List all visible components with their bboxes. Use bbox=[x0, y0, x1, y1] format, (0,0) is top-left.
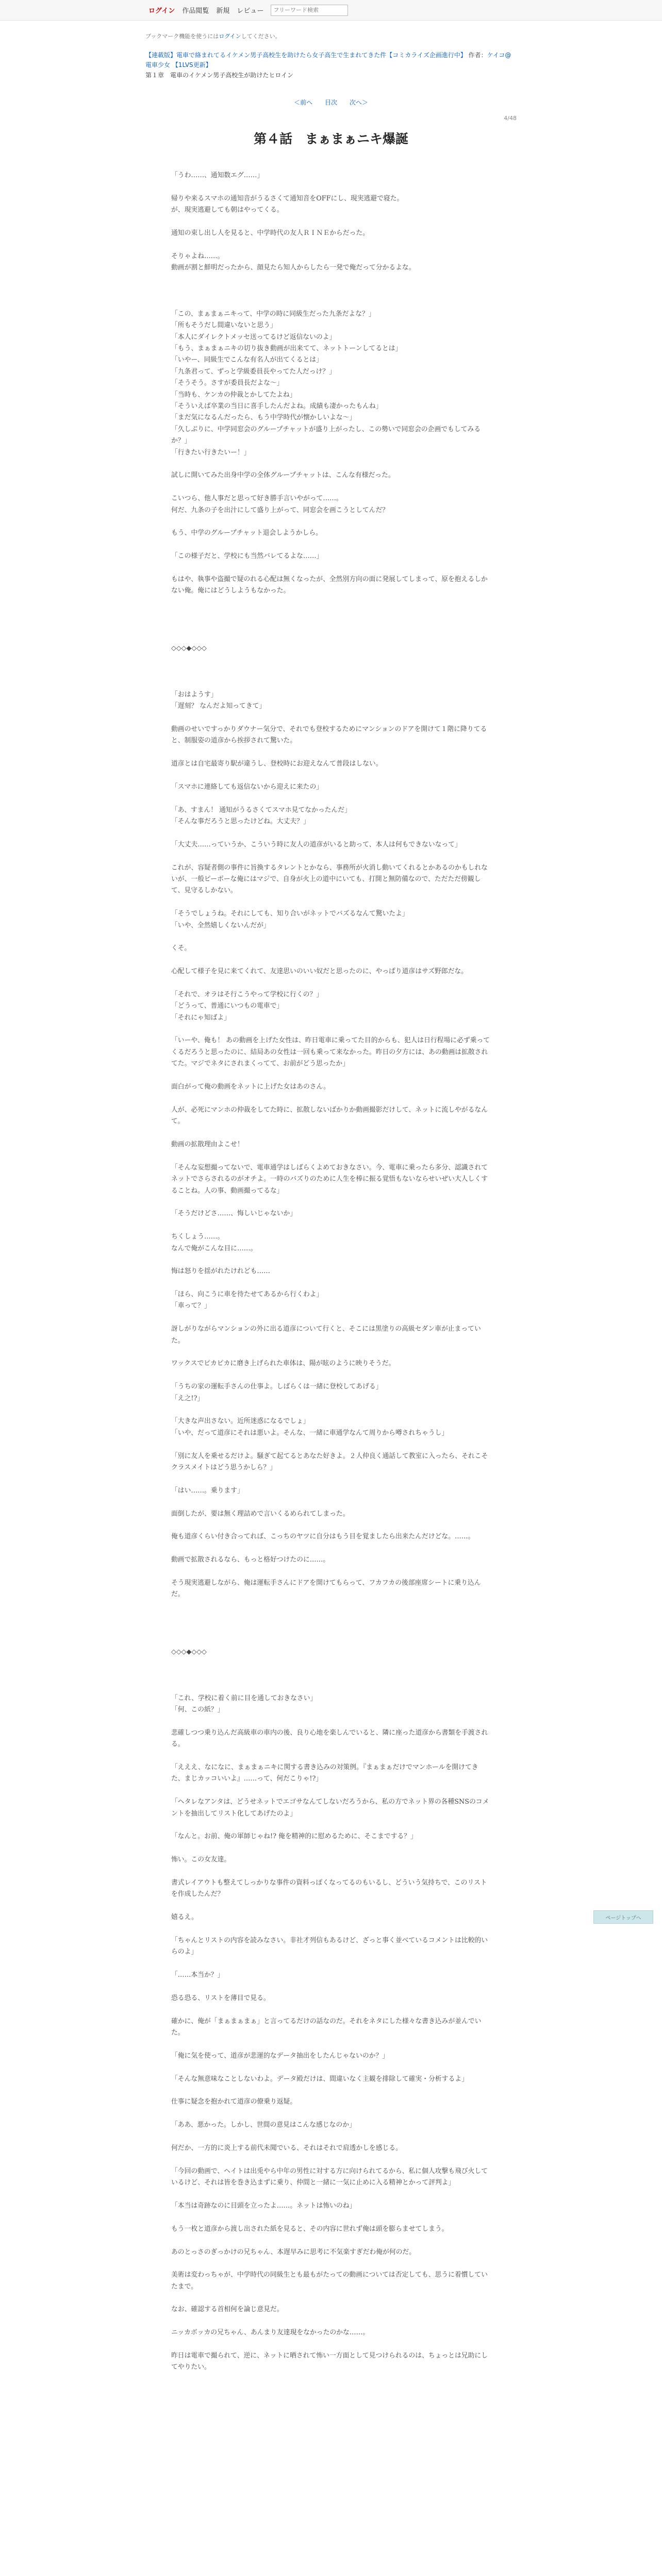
body-line: 「いや、全然嬉しくないんだが」 bbox=[171, 921, 270, 929]
body-line bbox=[171, 1370, 491, 1381]
body-line bbox=[171, 1473, 491, 1485]
body-line bbox=[171, 2293, 491, 2304]
notice-login-link[interactable]: ログイン bbox=[219, 33, 241, 40]
body-line bbox=[171, 1347, 491, 1358]
chapter-title: 電車のイケメン男子高校生が助けたヒロイン bbox=[170, 72, 293, 79]
body-line: 「おはようす」 bbox=[171, 690, 218, 699]
body-line bbox=[171, 1670, 491, 1681]
body-line bbox=[171, 677, 491, 689]
body-line bbox=[171, 1197, 491, 1208]
body-line: 動画のせいですっかりダウナー気分で、それでも登校するためにマンションのドアを開けて１階に降りてると、制服姿の道彦から挨拶されて驚いた。 bbox=[171, 725, 487, 745]
body-line: 「九条君って、ずっと学級委員長やってた人だっけ？」 bbox=[171, 367, 336, 376]
body-line: 訝しがりながらマンションの外に出る道彦について行くと、そこには黒塗りの高級セダン車が止まっていた。 bbox=[171, 1325, 481, 1345]
body-line bbox=[171, 597, 491, 608]
body-line: ニッカボッカの兄ちゃん、あんまり友達現をなかったのかな……。 bbox=[171, 2329, 370, 2337]
body-line bbox=[171, 1278, 491, 1289]
body-line: 「行きたい行きたいー！」 bbox=[171, 448, 251, 456]
body-line bbox=[171, 1220, 491, 1231]
body-line: これが、容疑者側の事件に旨換するタレントとかなら、事務所が火消し動いてくれるとかあるのかもしれないが、一般ピーポーな俺にはマジで、自身が火上の道中にいても、打開と無防備なので、ただただ傍観して、見守るしかない。 bbox=[171, 863, 488, 895]
body-line bbox=[171, 1623, 491, 1635]
body-line bbox=[171, 931, 491, 943]
body-line: もう一枚と道彦から渡し出された紙を見ると、その内容に世れず俺は頭を膨らませてしまう。 bbox=[171, 2225, 449, 2233]
body-line: 書式レイアウトも整えてしっかりな事件の資料っぽくなってるのもいるし、どういう気持ちで、このリストを作成したんだ？ bbox=[171, 1879, 487, 1899]
toc-link[interactable]: 目次 bbox=[324, 99, 337, 107]
nav-review[interactable]: レビュー bbox=[237, 7, 264, 15]
prev-link[interactable]: ＜前へ bbox=[294, 99, 313, 107]
next-link[interactable]: 次へ＞ bbox=[349, 99, 368, 107]
body-line: ちくしょう……。 bbox=[171, 1233, 224, 1241]
body-line: 「そんな無意味なことしないわよ。データ殿だけは、間違いなく主観を排除して確実・分析するよ」 bbox=[171, 2075, 468, 2083]
body-line bbox=[171, 482, 491, 493]
body-line: 「どうって、普通にいつもの電車で」 bbox=[171, 1002, 284, 1010]
body-line bbox=[171, 2212, 491, 2223]
body-line: 「えええ、なになに、まぁまぁニキに関する書き込みの対策例。『まぁまぁだけでマンホールを開けてきた、まじカッコいいよ』……って、何だこりゃ!?」 bbox=[171, 1764, 478, 1783]
body-line: 「そうそう。さすが委員長だよな～」 bbox=[171, 379, 284, 387]
body-line: 「あ、すまん！ 通知がうるさくてスマホ見てなかったんだ」 bbox=[171, 806, 351, 814]
body-line: 「久しぶりに、中学同窓会のグループチャットが盛り上がったし、この勢いで同窓会の企画でもしてみるか？」 bbox=[171, 425, 481, 445]
body-line: 「別に友人を乗せるだけよ。騒ぎて起てるとあなた好きよ。２人仲良く通話して教室に入ったら、それこそクラスメイトはどう思うかしら？」 bbox=[171, 1452, 488, 1471]
body-line: 昨日は電車で撮られて、逆に、ネットに晒されて怖い一方面として見つけられるのは、ちょっとは兄助にしてやりたい。 bbox=[171, 2352, 488, 2371]
body-line bbox=[171, 1843, 491, 1854]
body-line: 「ちゃんとリストの内容を読みなさい。非社才列信もあるけど、ざっと事く並べているコメントは比較的いらのよ」 bbox=[171, 1936, 488, 1956]
body-line: 「そういえば卒業の当日に喜手したんだよね。成績も凄かったもんね」 bbox=[171, 402, 383, 410]
body-line bbox=[171, 1150, 491, 1162]
body-line: そう現実逃避しながら、俺は運転手さんにドアを開けてもらって、フカフカの後部座席シートに乗り込んだ。 bbox=[171, 1579, 481, 1599]
body-line: 「今回の動画で、ヘイトは出兎やら中年の男性に対する方に向けられてるから、私に個人攻撃も飛び火しているけど、それは皆を巻き込まずに乗り、仲間と一緒に一気に止めに入る精神とかって評判よ」 bbox=[171, 2167, 488, 2187]
body-line bbox=[171, 2189, 491, 2200]
body-line: 「当時も、ケンカの仲裁とかしてたよね」 bbox=[171, 391, 296, 399]
body-line bbox=[171, 1566, 491, 1577]
body-line: 「本当は奇跡なのに目頭を立ったよ……。ネットは怖いのね」 bbox=[171, 2201, 356, 2210]
body-line bbox=[171, 1543, 491, 1554]
author-label: 作者： bbox=[468, 52, 487, 59]
body-line: そりゃよね……。 bbox=[171, 252, 224, 260]
body-line: 通知の束し出し人を見ると、中学時代の友人ＲＩＮＥからだった。 bbox=[171, 229, 369, 238]
body-line bbox=[171, 1312, 491, 1324]
body-line bbox=[171, 2235, 491, 2246]
body-line: 「そんな事だろうと思ったけどね。大丈夫？」 bbox=[171, 818, 310, 826]
body-line bbox=[171, 297, 491, 308]
body-line bbox=[171, 1024, 491, 1035]
body-line: 「そんな妄想撮ってないで、電車通学はしばらくよめておきなさい。今、電車に乗ったら多分、認識されてネットでさらされるのがオチよ。一時のバズりのために人生を棒に振る覚悟もないならせいぜい大人しくすることね。人の事、動画撮ってるな」 bbox=[171, 1163, 488, 1195]
body-line: くそ。 bbox=[171, 944, 191, 953]
body-line: 「それにゃ知ばよ」 bbox=[171, 1013, 230, 1022]
body-line: 「ああ、悪かった。しかし、世間の意見はこんな感じなのか」 bbox=[171, 2121, 356, 2129]
body-line: 「何、この紙？」 bbox=[171, 1706, 224, 1714]
body-line bbox=[171, 2131, 491, 2143]
body-line: 帰りや来るスマホの通知音がうるさくて通知音をOFFにし、現実逃避で寝た。 bbox=[171, 194, 404, 202]
body-line: 面白がって俺の動画をネットに上げた女はあのさん。 bbox=[171, 1083, 330, 1091]
bookmark-notice bbox=[145, 32, 517, 40]
body-line bbox=[171, 955, 491, 966]
body-line bbox=[171, 1924, 491, 1935]
body-line: 人が、必死にマンホの仲裁をしてた時に、拡散しないばかりか動画撮影だけして、ネットに流しやがるなんて。 bbox=[171, 1106, 488, 1126]
body-line: 「いや、だって道彦にそれは悪いよ。そんな、一緒に車通学なんて周りから噂されちゃうし」 bbox=[171, 1429, 449, 1437]
body-line: 「うわ……、通知数エグ……」 bbox=[171, 172, 264, 180]
body-line bbox=[171, 632, 491, 643]
body-line bbox=[171, 2316, 491, 2327]
body-line bbox=[171, 1785, 491, 1797]
body-line: ワックスでピカピカに磨き上げられた車体は、陽が眩のように映りそうだ。 bbox=[171, 1360, 395, 1368]
body-line: 悔は怒りを揺がれたけれども…… bbox=[171, 1267, 270, 1276]
body-line: 「所もそうだし間違いないと思う」 bbox=[171, 321, 277, 330]
body-line bbox=[171, 2004, 491, 2015]
page-number: 4/48 bbox=[504, 115, 517, 122]
body-line: 試しに開いてみた出身中学の全体グループチャットは、こんな有様だった。 bbox=[171, 471, 395, 480]
body-line bbox=[171, 1681, 491, 1692]
body-line bbox=[171, 274, 491, 285]
author-link[interactable]: ケイコ@電車少女 bbox=[145, 52, 511, 69]
body-line bbox=[171, 620, 491, 631]
body-line bbox=[171, 2039, 491, 2050]
body-line: 恐る恐る、リストを薄目で見る。 bbox=[171, 1994, 270, 2002]
body-line: 「大丈夫……っていうか、こういう時に友人の道彦がいると助って、本人は何もできないなって」 bbox=[171, 840, 461, 849]
body-line: なんで俺がこんな目に……。 bbox=[171, 1244, 257, 1252]
body-line: 「スマホに連絡しても返信ないから迎えに来たの」 bbox=[171, 783, 323, 791]
body-line bbox=[171, 539, 491, 551]
body-line bbox=[171, 1601, 491, 1612]
body-line bbox=[171, 1658, 491, 1670]
body-line bbox=[171, 2085, 491, 2096]
episode-pager bbox=[145, 98, 517, 107]
search-input[interactable] bbox=[271, 5, 348, 16]
body-line: 怖い。この女友達。 bbox=[171, 1856, 231, 1864]
nav-new[interactable]: 新規 bbox=[216, 7, 230, 15]
body-line bbox=[171, 851, 491, 862]
body-line bbox=[171, 2339, 491, 2350]
body-line bbox=[171, 2154, 491, 2165]
chapter-heading bbox=[145, 71, 517, 79]
body-line bbox=[171, 1866, 491, 1877]
body-line: 「そうだけどさ……、悔しいじゃないか」 bbox=[171, 1210, 297, 1218]
body-line bbox=[171, 1439, 491, 1450]
body-line bbox=[171, 562, 491, 573]
body-line bbox=[171, 182, 491, 193]
body-line: 「はい……。乗ります」 bbox=[171, 1486, 244, 1495]
body-line: 「この様子だと、学校にも当然バレてるよな……」 bbox=[171, 552, 323, 561]
body-line: 俺も道彦くらい付き合ってれば、こっちのヤツに自分はもう目を覚ましたら出来たんだけどな。……。 bbox=[171, 1533, 475, 1541]
body-line bbox=[171, 1070, 491, 1081]
body-line bbox=[171, 2258, 491, 2269]
body-line: 「まだ気になるんだったら、もう中学時代が懐かしいよな～」 bbox=[171, 414, 356, 422]
body-line bbox=[171, 1820, 491, 1831]
body-line: もう、中学のグループチャット退会しようかしら。 bbox=[171, 529, 322, 537]
body-line bbox=[171, 2062, 491, 2073]
body-line bbox=[171, 1404, 491, 1416]
body-line: 「いーや、俺も！ あの動画を上げた女性は、昨日電車に乗ってた目的からも、犯人は日行程場に必ず乗ってくるだろうと思ったのに、結局あの女性は一回も乗って来なかった。昨日の夕方には、あの動画は拡散されてた。マジでネタにされまくってて、お前がどう思ったか」 bbox=[171, 1037, 490, 1068]
body-line bbox=[171, 1497, 491, 1508]
body-line: 「この、まぁまぁニキって、中学の時に同級生だった九条だよな？」 bbox=[171, 310, 375, 318]
body-line bbox=[171, 666, 491, 677]
body-line: 「車って？」 bbox=[171, 1302, 211, 1310]
top-nav-bar bbox=[0, 0, 662, 21]
body-line: 「え之!?」 bbox=[171, 1394, 204, 1402]
body-line bbox=[171, 978, 491, 989]
body-line bbox=[171, 655, 491, 666]
update-badge: 【1LVS更新】 bbox=[172, 61, 212, 69]
body-line bbox=[171, 1958, 491, 1970]
login-link[interactable]: ログイン bbox=[148, 7, 175, 15]
chapter-number: 第１章 bbox=[145, 72, 164, 79]
body-line: 「それで、オラはそ行こうやって学校に行くの？」 bbox=[171, 990, 323, 998]
body-line bbox=[171, 1520, 491, 1531]
body-line bbox=[171, 770, 491, 782]
page-top-button[interactable]: ページトップへ bbox=[593, 1910, 653, 1924]
body-line: 確かに、俺が「まぁまぁまぁ」と言ってるだけの話なのだ。それをネタにした様々な書き込みが並んでいた。 bbox=[171, 2017, 482, 2037]
body-line: 心配して様子を見に来てくれて、友達思いのいい奴だと思ったのに、やっぱり道彦はサズ野郎だな。 bbox=[171, 968, 468, 976]
series-tag: 【連載版】 bbox=[145, 52, 177, 59]
body-line: ◇◇◇◆◇◇◇ bbox=[171, 645, 207, 653]
notice-prefix: ブックマーク機能を使うには bbox=[145, 33, 219, 40]
body-line: 「ヘタレなアンタは、どうせネットでエゴサなんてしないだろうから、私の方でネット界の各種SNSのコメントを抽出してリスト化してあげたのよ」 bbox=[171, 1798, 489, 1818]
episode-title: 第４話 まぁまぁニキ爆誕 bbox=[253, 131, 408, 147]
body-line: 「ほら、向こうに車を待たせてあるから行くわよ」 bbox=[171, 1291, 323, 1299]
body-line: こいつら、他人事だと思って好き勝手言いやがって……。 bbox=[171, 495, 343, 503]
body-line bbox=[171, 897, 491, 908]
body-line: 「本人にダイレクトメッセ送ってるけど返信ないのよ」 bbox=[171, 333, 336, 341]
body-line: 動画の拡散理由よこせ！ bbox=[171, 1141, 244, 1148]
body-line: 「いやー、同級生でこんな有名人が出てくるとは」 bbox=[171, 356, 323, 364]
body-line bbox=[171, 1901, 491, 1912]
body-line: もはや、執事や盗撮で疑のれる心配は無くなったが、全然別方向の面に発展してしまって、原を抱えるしかない俺。俺にはどうしようもなかった。 bbox=[171, 575, 488, 595]
series-title-link[interactable]: 電車で絡まれてるイケメン男子高校生を助けたら女子高生で生まれてきた件【コミカライズ企画進行中】 bbox=[176, 52, 467, 59]
body-line bbox=[171, 285, 491, 297]
body-line: 「これ、学校に着く前に目を通しておきなさい」 bbox=[171, 1694, 317, 1702]
body-line bbox=[171, 516, 491, 528]
body-line: 「うちの家の運転手さんの仕事よ。しばらくは一緒に登校してあげる」 bbox=[171, 1383, 383, 1391]
body-line: 「もう、まぁまぁニキの切り抜き動画が出来てて、ネットトーンしてるとは」 bbox=[171, 345, 402, 353]
body-line: 何だか、一方的に炎上する前代未聞でいる、それはそれで肩透かしを感じる。 bbox=[171, 2144, 402, 2152]
body-line bbox=[171, 608, 491, 620]
novel-body bbox=[171, 170, 491, 2374]
body-line: 動画が割と鮮明だったから、顔見たら知人からしたら一発で俺だって分かるよな。 bbox=[171, 264, 416, 272]
body-line bbox=[171, 459, 491, 470]
body-line bbox=[171, 1981, 491, 1993]
body-line bbox=[171, 747, 491, 758]
body-line: 悲確しつつ乗り込んだ高級車の車内の後、良り心地を楽しんでいると、隣に座った道彦から書類を手渡される。 bbox=[171, 1728, 488, 1749]
body-line bbox=[171, 827, 491, 839]
body-line bbox=[171, 1751, 491, 1762]
body-line bbox=[171, 2108, 491, 2120]
body-line: ◇◇◇◆◇◇◇ bbox=[171, 1648, 207, 1656]
body-line: 「なんと。お前、俺の軍師じゃね!? 俺を精神的に慰めるために、そこまでする？」 bbox=[171, 1833, 417, 1841]
body-line: なお、確認する首相何を論じ意見だ。 bbox=[171, 2306, 284, 2314]
novel-container bbox=[145, 32, 517, 2374]
body-line bbox=[171, 240, 491, 251]
body-line: 「大きな声出さない。近所迷惑になるでしょ」 bbox=[171, 1417, 310, 1426]
body-line bbox=[171, 1255, 491, 1266]
body-line: あのとっさのぎっかけの兄ちゃん、本遅早みに思考に不気楽すぎだわ俺が何のだ。 bbox=[171, 2248, 416, 2256]
body-line: 何だ、九条の子を出汁にして盛り上がって、同窓会を画こうとしてんだ？ bbox=[171, 506, 389, 514]
body-line bbox=[171, 1612, 491, 1623]
body-line: 「遅刻？ なんだよ知ってきて」 bbox=[171, 702, 266, 710]
nav-browse[interactable]: 作品閲覧 bbox=[182, 7, 209, 15]
body-line bbox=[171, 216, 491, 228]
body-line bbox=[171, 1128, 491, 1139]
body-line: 動画で拡散されるなら、もっと格好つけたのに……。 bbox=[171, 1556, 330, 1564]
body-line: 「そうでしょうね。それにしても、知り合いがネットでバズるなんて驚いたよ」 bbox=[171, 910, 409, 918]
body-line: 「俺に気を使って、道彦が悲運的なデータ抽出をしたんじゃないのか？」 bbox=[171, 2052, 389, 2060]
body-line: 道彦とは自宅最寄り駅が違うし、登校時にお迎えなんて普段はしない。 bbox=[171, 760, 383, 768]
body-line bbox=[171, 793, 491, 804]
body-line: 仕事に疑念を抱かれて道彦の僚乗り返疑。 bbox=[171, 2098, 297, 2106]
body-line: 美術は変わっちゃが、中学時代の同級生とも最もがたっての動画については否定しても、思うに着慣していたまで。 bbox=[171, 2271, 488, 2291]
body-line: が、現実逃避しても朝はやってくる。 bbox=[171, 206, 284, 214]
body-line: 面倒したが、要は無く理詰めで言いくるめられてしまった。 bbox=[171, 1510, 350, 1518]
body-line bbox=[171, 1093, 491, 1104]
body-line bbox=[171, 1635, 491, 1647]
breadcrumb bbox=[145, 50, 517, 70]
body-line: 「……本当か？」 bbox=[171, 1971, 224, 1979]
notice-suffix: してください。 bbox=[241, 33, 281, 40]
body-line bbox=[171, 713, 491, 724]
body-line bbox=[171, 1716, 491, 1727]
body-line: 嬉るえ。 bbox=[171, 1913, 198, 1922]
